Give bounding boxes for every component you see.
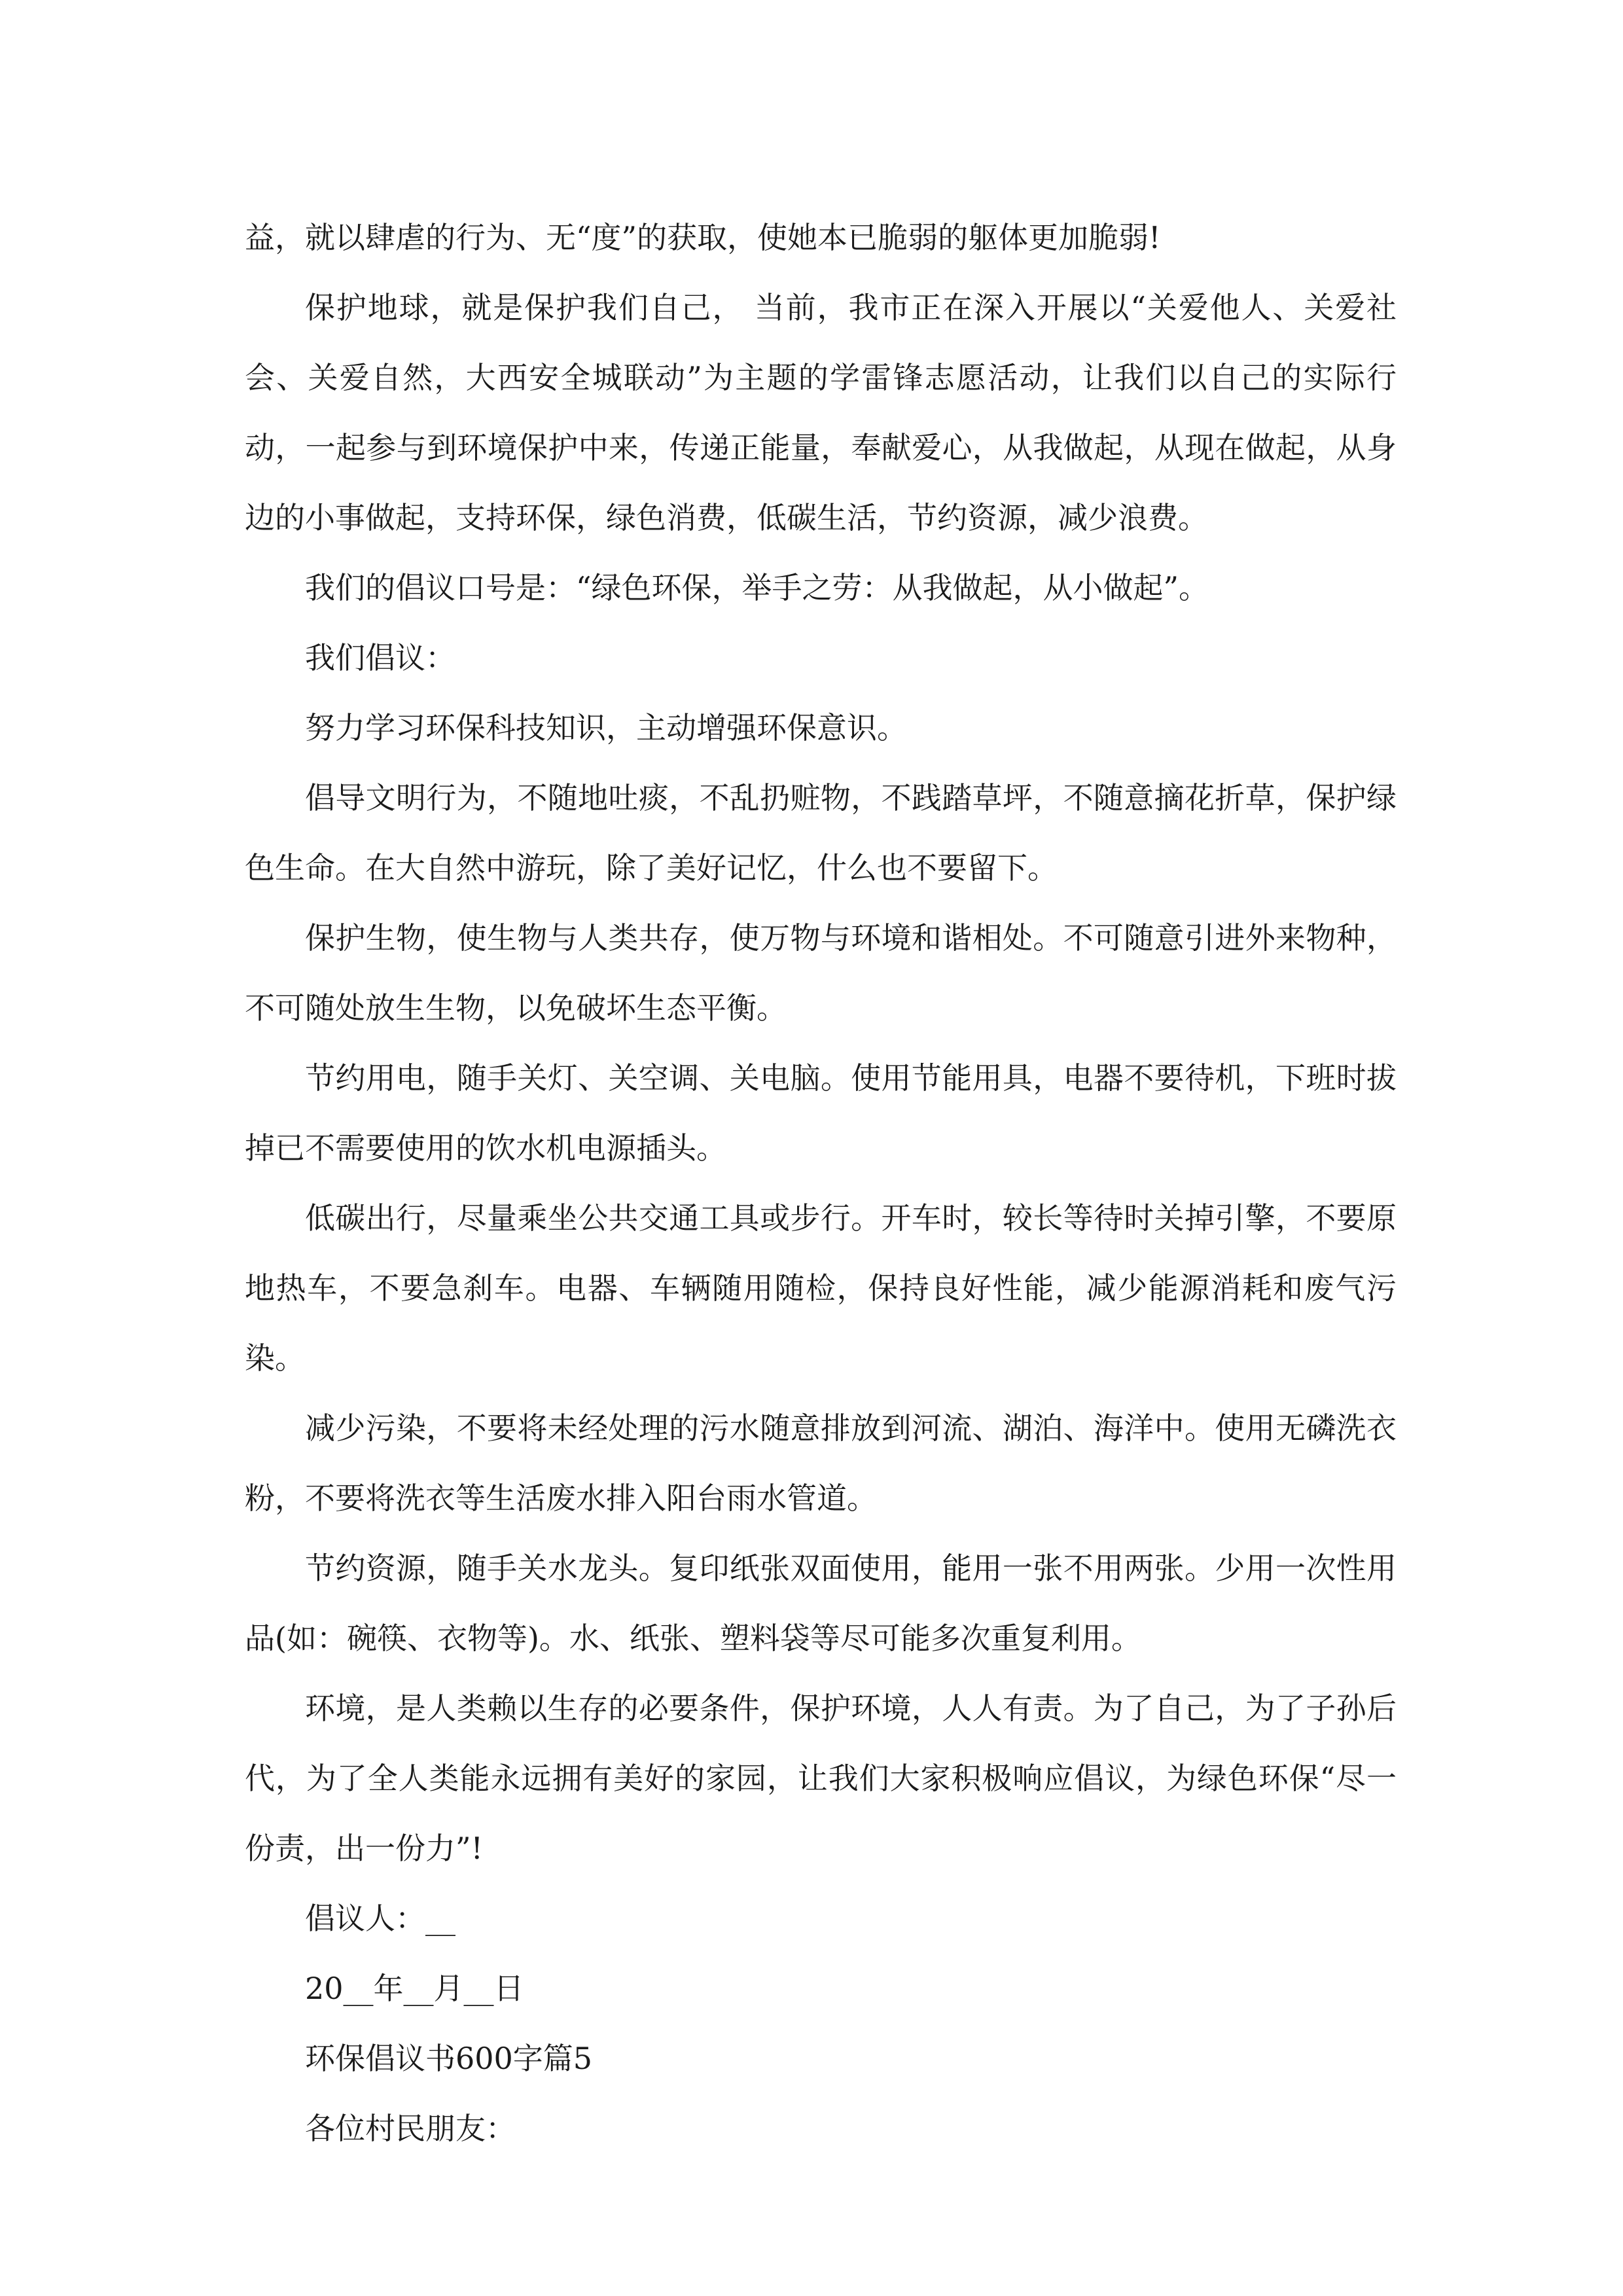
date-line: 20__年__月__日: [305, 1971, 524, 2006]
paragraph-we-propose: 我们倡议：: [305, 640, 455, 675]
signature-line: 倡议人：__: [305, 1901, 455, 1936]
document-body: [245, 203, 1397, 2164]
section-title: 环保倡议书600字篇5: [305, 2041, 593, 2076]
salutation: 各位村民朋友：: [305, 2111, 516, 2146]
proposal-item-learn: 努力学习环保科技知识，主动增强环保意识。: [305, 710, 907, 745]
proposal-item-civilized: 倡导文明行为，不随地吐痰，不乱扔赃物，不践踏草坪，不随意摘花折草，保护绿色生命。在大自然中游玩，除了美好记忆，什么也不要留下。: [245, 780, 1397, 886]
proposal-item-pollution: 减少污染，不要将未经处理的污水随意排放到河流、湖泊、海洋中。使用无磷洗衣粉，不要将洗衣等生活废水排入阳台雨水管道。: [245, 1410, 1397, 1516]
proposal-item-low-carbon: 低碳出行，尽量乘坐公共交通工具或步行。开车时，较长等待时关掉引擎，不要原地热车，不要急刹车。电器、车辆随用随检，保持良好性能，减少能源消耗和废气污染。: [245, 1200, 1397, 1376]
paragraph-slogan: 我们的倡议口号是：“绿色环保，举手之劳：从我做起，从小做起”。: [305, 570, 1209, 605]
paragraph-continuation: 益，就以肆虐的行为、无“度”的获取，使她本已脆弱的躯体更加脆弱!: [245, 220, 1161, 255]
paragraph-conclusion: 环境，是人类赖以生存的必要条件，保护环境，人人有责。为了自己，为了子孙后代，为了全人类能永远拥有美好的家园，让我们大家积极响应倡议，为绿色环保“尽一份责，出一份力”!: [245, 1691, 1397, 1866]
proposal-item-resources: 节约资源，随手关水龙头。复印纸张双面使用，能用一张不用两张。少用一次性用品(如：碗筷、衣物等)。水、纸张、塑料袋等尽可能多次重复利用。: [245, 1551, 1397, 1656]
paragraph-protect-earth: 保护地球，就是保护我们自己， 当前，我市正在深入开展以“关爱他人、关爱社会、关爱自然，大西安全城联动”为主题的学雷锋志愿活动，让我们以自己的实际行动，一起参与到环境保护中来，传递正能量，奉献爱心，从我做起，从现在做起，从身边的小事做起，支持环保，绿色消费，低碳生活，节约资源，减少浪费。: [245, 290, 1397, 535]
proposal-item-electricity: 节约用电，随手关灯、关空调、关电脑。使用节能用具，电器不要待机，下班时拔掉已不需要使用的饮水机电源插头。: [245, 1060, 1397, 1166]
proposal-item-biology: 保护生物，使生物与人类共存，使万物与环境和谐相处。不可随意引进外来物种，不可随处放生生物，以免破坏生态平衡。: [245, 920, 1397, 1026]
